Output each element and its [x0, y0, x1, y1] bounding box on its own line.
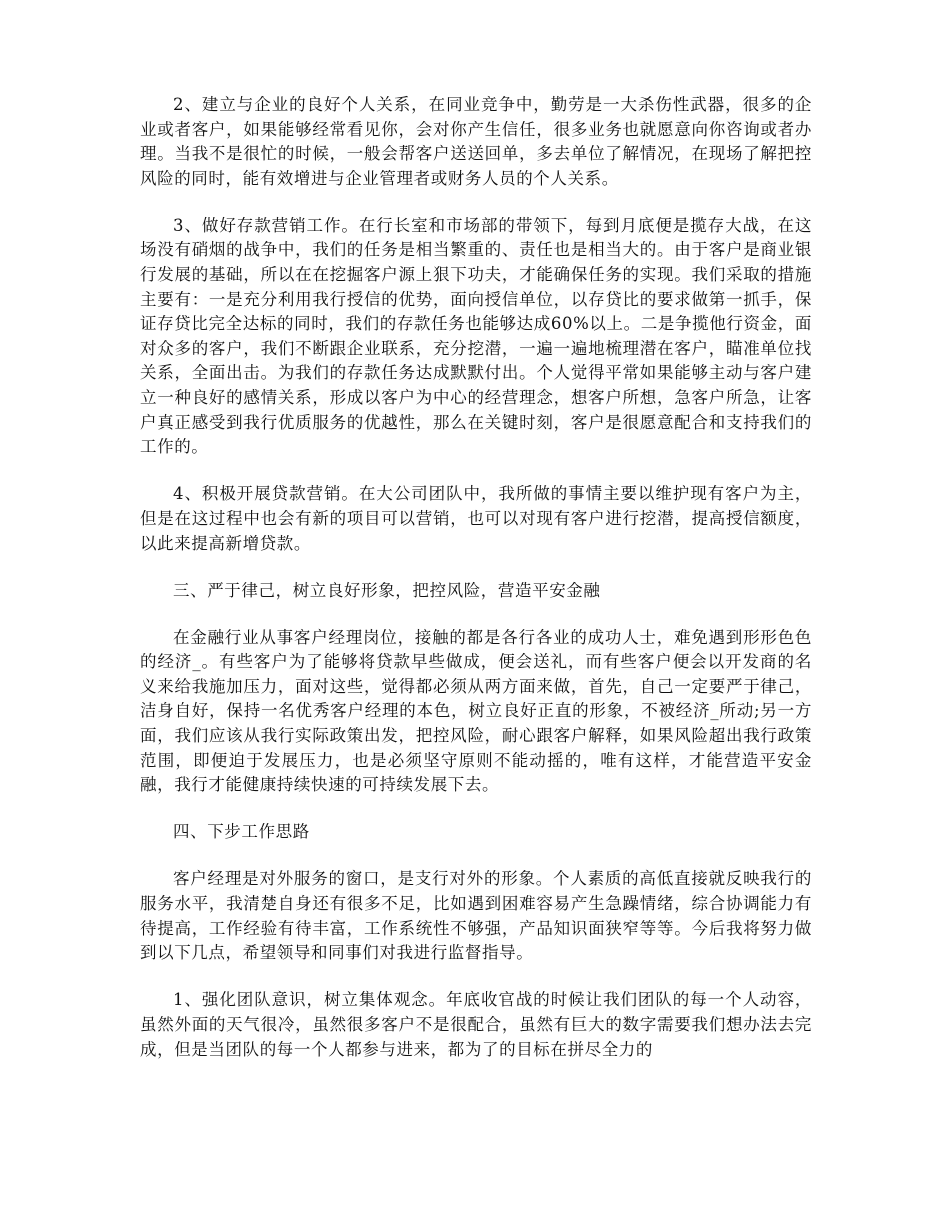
section-heading-next-steps: 四、下步工作思路 [173, 822, 310, 842]
paragraph-team-awareness: 1、强化团队意识，树立集体观念。年底收官战的时候让我们团队的每一个人动容，虽然外面的天气很冷，虽然很多客户不是很配合，虽然有巨大的数字需要我们想办法去完成，但是当团队的每一个人都参与进来，都为了的目标在拼尽全力的 [140, 990, 812, 1059]
paragraph-deposit-marketing: 3、做好存款营销工作。在行长室和市场部的带领下，每到月底便是揽存大战，在这场没有硝烟的战争中，我们的任务是相当繁重的、责任也是相当大的。由于客户是商业银行发展的基础，所以在在挖掘客户源上狠下功夫，才能确保任务的实现。我们采取的措施主要有：一是充分利用我行授信的优势，面向授信单位，以存贷比的要求做第一抓手，保证存贷比完全达标的同时，我们的存款任务也能够达成60%以上。二是争揽他行资金，面对众多的客户，我们不断跟企业联系，充分挖潜，一遍一遍地梳理潜在客户，瞄准单位找关系，全面出击。为我们的存款任务达成默默付出。个人觉得平常如果能够主动与客户建立一种良好的感情关系，形成以客户为中心的经营理念，想客户所想，急客户所急，让客户真正感受到我行优质服务的优越性，那么在关键时刻，客户是很愿意配合和支持我们的工作的。 [140, 215, 812, 457]
paragraph-next-steps: 客户经理是对外服务的窗口，是支行对外的形象。个人素质的高低直接就反映我行的服务水平，我清楚自身还有很多不足，比如遇到困难容易产生急躁情绪，综合协调能力有待提高，工作经验有待丰富，工作系统性不够强，产品知识面狭窄等等。今后我将努力做到以下几点，希望领导和同事们对我进行监督指导。 [140, 869, 812, 963]
section-heading-self-discipline: 三、严于律己，树立良好形象，把控风险，营造平安金融 [173, 580, 601, 600]
paragraph-relationship: 2、建立与企业的良好个人关系，在同业竞争中，勤劳是一大杀伤性武器，很多的企业或者客户，如果能够经常看见你，会对你产生信任，很多业务也就愿意向你咨询或者办理。当我不是很忙的时候，一般会帮客户送送回单，多去单位了解情况，在现场了解把控风险的同时，能有效增进与企业管理者或财务人员的个人关系。 [140, 95, 812, 188]
paragraph-self-discipline: 在金融行业从事客户经理岗位，接触的都是各行各业的成功人士，难免遇到形形色色的经济_。有些客户为了能够将贷款早些做成，便会送礼，而有些客户便会以开发商的名义来给我施加压力，面对这些，觉得都必须从两方面来做，首先，自己一定要严于律己，洁身自好，保持一名优秀客户经理的本色，树立良好正直的形象，不被经济_所动;另一方面，我们应该从我行实际政策出发，把控风险，耐心跟客户解释，如果风险超出我行政策范围，即便迫于发展压力，也是必须坚守原则不能动摇的，唯有这样，才能营造平安金融，我行才能健康持续快速的可持续发展下去。 [140, 627, 812, 795]
paragraph-loan-marketing: 4、积极开展贷款营销。在大公司团队中，我所做的事情主要以维护现有客户为主，但是在这过程中也会有新的项目可以营销，也可以对现有客户进行挖潜，提高授信额度，以此来提高新增贷款。 [140, 484, 812, 553]
document-body [140, 93, 812, 1085]
